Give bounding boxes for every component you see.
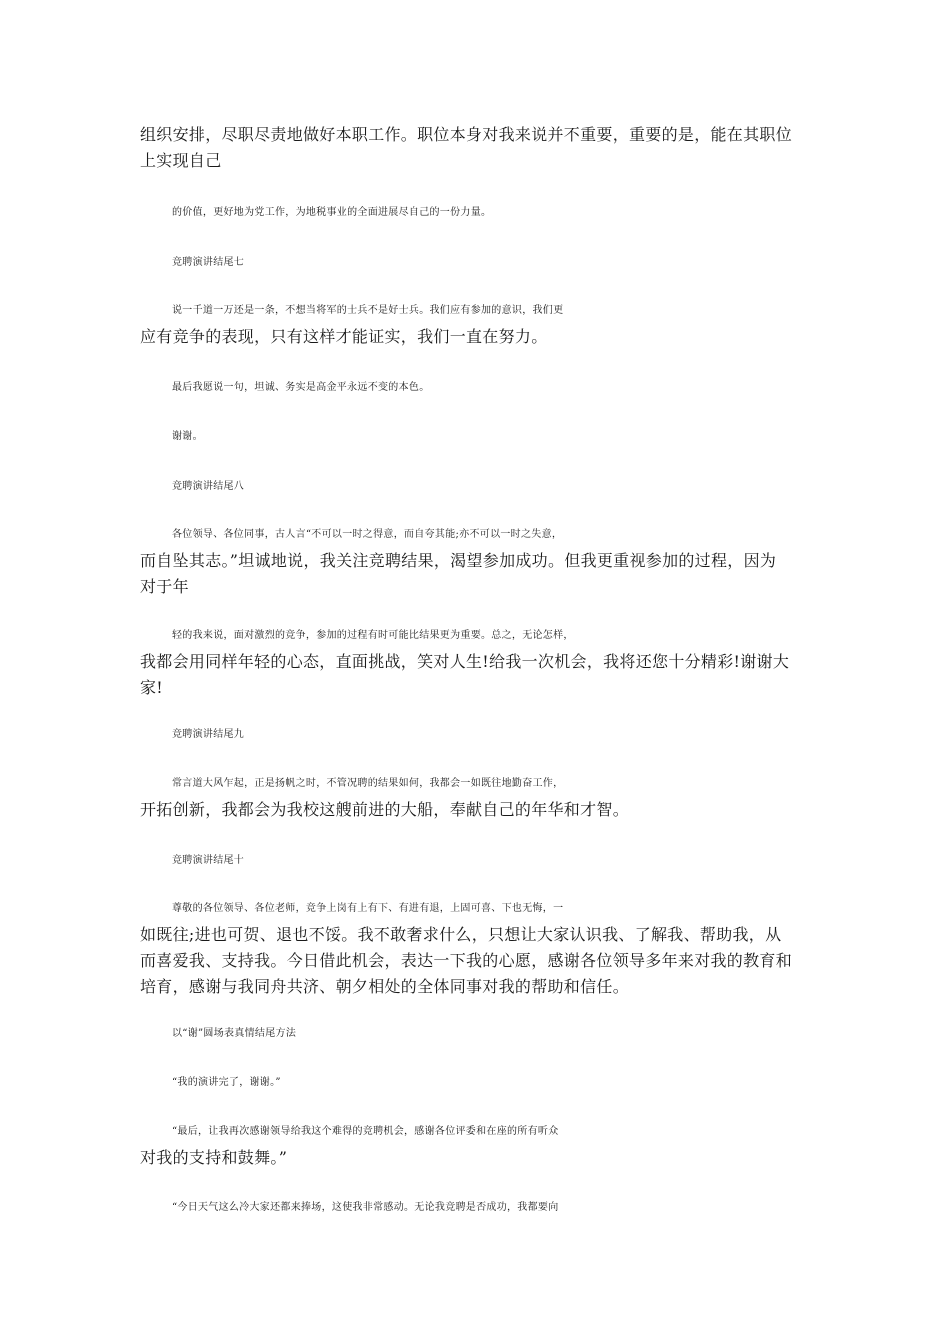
text-line: 对我的支持和鼓舞。” [140, 1148, 288, 1167]
paragraph [140, 375, 815, 401]
text-line: 各位领导、各位同事，古人言“不可以一时之得意，而自夸其能;亦不可以一时之失意， [172, 529, 563, 540]
paragraph [140, 896, 815, 1000]
text-line: 尊敬的各位领导、各位老师，竞争上岗有上有下、有进有退，上固可喜、下也无悔，一 [172, 903, 564, 914]
paragraph [140, 122, 815, 174]
paragraph [140, 424, 815, 450]
text-line: 说一千道一万还是一条，不想当将军的士兵不是好士兵。我们应有参加的意识，我们更 [172, 305, 564, 316]
heading-text: 竞聘演讲结尾九 [172, 729, 245, 740]
quote-paragraph [140, 1070, 815, 1096]
text-line: 培育，感谢与我同舟共济、朝夕相处的全体同事对我的帮助和信任。 [140, 977, 630, 996]
heading-text: 以“谢”圆场表真情结尾方法 [172, 1028, 297, 1039]
text-line: 常言道大风乍起，正是扬帆之时，不管况聘的结果如何，我都会一如既往地勤奋工作， [172, 778, 564, 789]
paragraph [140, 200, 815, 226]
text-line: “我的演讲完了，谢谢。” [172, 1077, 281, 1088]
text-line: 而自坠其志。”坦诚地说，我关注竞聘结果，渴望参加成功。但我更重视参加的过程，因为 [140, 551, 777, 570]
text-line: 而喜爱我、支持我。今日借此机会，表达一下我的心愿，感谢各位领导多年来对我的教育和 [140, 951, 793, 970]
section-heading [140, 250, 815, 276]
section-heading [140, 474, 815, 500]
text-line: “今日天气这么冷大家还都来捧场，这使我非常感动。无论我竞聘是否成功，我都要向 [172, 1202, 559, 1213]
text-line: 开拓创新，我都会为我校这艘前进的大船，奉献自己的年华和才智。 [140, 800, 630, 819]
paragraph [140, 771, 815, 823]
heading-text: 竞聘演讲结尾八 [172, 481, 245, 492]
text-line: 最后我愿说一句，坦诚、务实是高金平永远不变的本色。 [172, 382, 430, 393]
text-line: “最后，让我再次感谢领导给我这个难得的竞聘机会，感谢各位评委和在座的所有听众 [172, 1126, 559, 1137]
text-line: 家! [140, 678, 164, 697]
text-line: 我都会用同样年轻的心态，直面挑战，笑对人生!给我一次机会，我将还您十分精彩!谢谢大 [140, 652, 790, 671]
section-heading [140, 722, 815, 748]
text-line: 的价值，更好地为党工作，为地税事业的全面进展尽自己的一份力量。 [172, 207, 492, 218]
quote-paragraph [140, 1119, 815, 1171]
paragraph [140, 298, 815, 350]
text-line: 轻的我来说，面对激烈的竞争，参加的过程有时可能比结果更为重要。总之，无论怎样， [172, 630, 574, 641]
text-line: 上实现自己 [140, 151, 222, 170]
paragraph [140, 522, 815, 600]
section-heading [140, 848, 815, 874]
quote-paragraph [140, 1195, 815, 1221]
text-line: 应有竞争的表现，只有这样才能证实，我们一直在努力。 [140, 327, 548, 346]
text-line: 谢谢。 [172, 431, 203, 442]
text-line: 对于年 [140, 577, 189, 596]
text-line: 如既往;进也可贺、退也不馁。我不敢奢求什么，只想让大家认识我、了解我、帮助我，从 [140, 925, 782, 944]
section-heading [140, 1021, 815, 1047]
heading-text: 竞聘演讲结尾十 [172, 855, 245, 866]
paragraph [140, 623, 815, 701]
text-line: 组织安排，尽职尽责地做好本职工作。职位本身对我来说并不重要，重要的是，能在其职位 [140, 125, 793, 144]
heading-text: 竞聘演讲结尾七 [172, 257, 245, 268]
